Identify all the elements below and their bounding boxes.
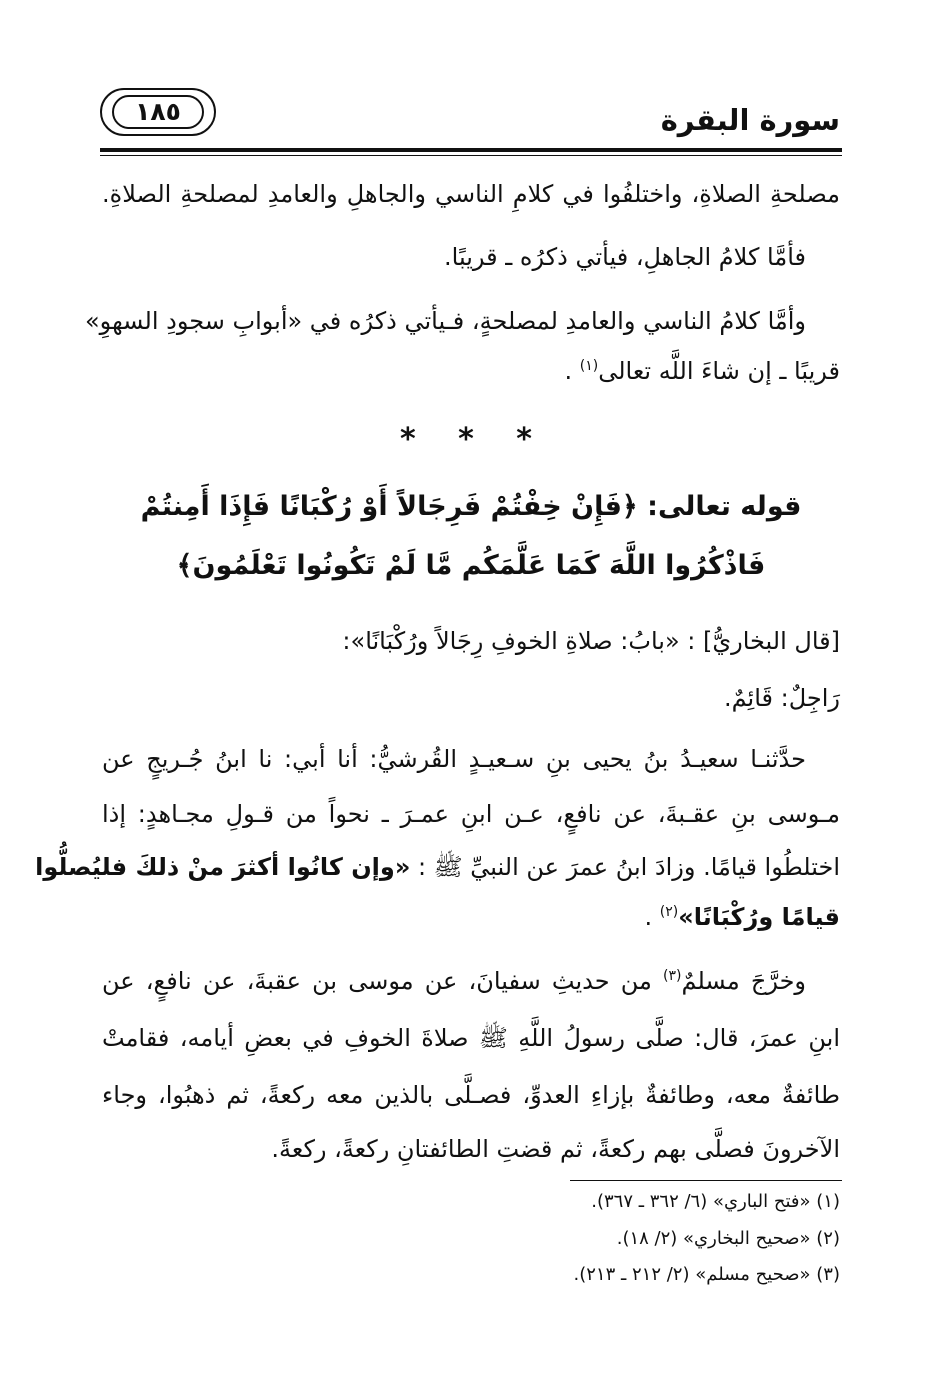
footnote-ref-2: (٢)	[659, 904, 679, 920]
hadith-line4-end: .	[644, 903, 660, 931]
footnote-2: (٢) «صحيح البخاري» (٢/ ١٨).	[616, 1228, 840, 1249]
footnote-1: (١) «فتح الباري» (٦/ ٣٦٢ ـ ٣٦٧).	[591, 1191, 840, 1212]
hadith-line4-text: قيامًا ورُكْبَانًا»	[678, 903, 840, 931]
muslim-line4: الآخرونَ فصلَّى بهم ركعةً، ثم قضتِ الطائفتانِ ركعةً، ركعةً.	[271, 1135, 840, 1163]
para3-line2	[102, 350, 840, 392]
para1-line1: مصلحةِ الصلاةِ، واختلفُوا في كلامِ الناسي والجاهلِ والعامدِ لمصلحةِ الصلاةِ.	[102, 180, 840, 208]
hadith-line4	[102, 896, 840, 938]
hadith-quote: «وإن كانُوا أكثرَ منْ ذلكَ فليُصلُّوا	[35, 853, 411, 881]
bukhari-heading: [قال البخاريُّ] : «بابُ: صلاةِ الخوفِ رِجَالاً ورُكْبَانًا»:	[342, 627, 840, 655]
header-rule-thick	[100, 148, 842, 152]
muslim-line1-b: من حديثِ سفيانَ، عن موسى بن عقبةَ، عن نافعٍ، عن	[102, 967, 664, 995]
hadith-line3-text: اختلطُوا قيامًا. وزادَ ابنُ عمرَ عن النبيِّ ﷺ :	[417, 853, 840, 881]
hadith-line1: حدَّثنـا سعيـدُ بنُ يحيى بنِ سـعيـدٍ القُرشيُّ: أنا أبي: نا ابنُ جُـريجٍ عن	[102, 745, 806, 773]
verse-line1: قوله تعالى: ﴿فَإِنْ خِفْتُمْ فَرِجَالاً أَوْ رُكْبَانًا فَإِذَا أَمِنتُمْ	[140, 491, 802, 522]
muslim-line3: طائفةٌ معه، وطائفةٌ بإزاءِ العدوِّ، فصـلَّى بالذين معه ركعةً، ثم ذهبُوا، وجاء	[102, 1081, 840, 1109]
verse-line2: فَاذْكُرُوا اللَّهَ كَمَا عَلَّمَكُم مَّا لَمْ تَكُونُوا تَعْلَمُونَ﴾	[176, 550, 766, 581]
muslim-line2: ابنِ عمرَ، قال: صلَّى رسولُ اللَّهِ ﷺ صلاةَ الخوفِ في بعضِ أيامه، فقامتْ	[102, 1024, 840, 1052]
bukhari-gloss: رَاجِلٌ: قَائِمٌ.	[723, 684, 840, 712]
muslim-line1	[102, 960, 806, 1002]
muslim-line1-a: وخرَّجَ مسلمٌ	[681, 967, 806, 995]
para3-line1: وأمَّا كلامُ الناسي والعامدِ لمصلحةٍ، فـيأتي ذكرُه في «أبوابِ سجودِ السهوِ»	[85, 307, 806, 335]
para2-line1: فأمَّا كلامُ الجاهلِ، فيأتي ذكرُه ـ قريبًا.	[444, 243, 806, 271]
page-number: ١٨٥	[135, 97, 181, 126]
footnote-ref-3: (٣)	[663, 968, 682, 984]
para3-line2-text: قريبًا ـ إن شاءَ اللَّه تعالى	[598, 357, 840, 385]
footnote-3: (٣) «صحيح مسلم» (٢/ ٢١٢ ـ ٢١٣).	[573, 1264, 840, 1285]
header-rule-thin	[100, 155, 842, 156]
footnote-ref-1: (١)	[579, 358, 599, 374]
page-number-badge	[100, 88, 216, 136]
surah-title: سورة البقرة	[660, 103, 840, 137]
page-number-frame	[112, 95, 204, 129]
footnote-rule	[570, 1180, 842, 1181]
section-separator: * * *	[400, 422, 548, 457]
hadith-line3	[35, 846, 840, 888]
hadith-line2: مـوسى بنِ عقـبةَ، عن نافعٍ، عـن ابنِ عمـرَ ـ نحواً من قـولِ مجـاهدٍ: إذا	[102, 800, 840, 828]
para3-line2-end: .	[564, 357, 580, 385]
